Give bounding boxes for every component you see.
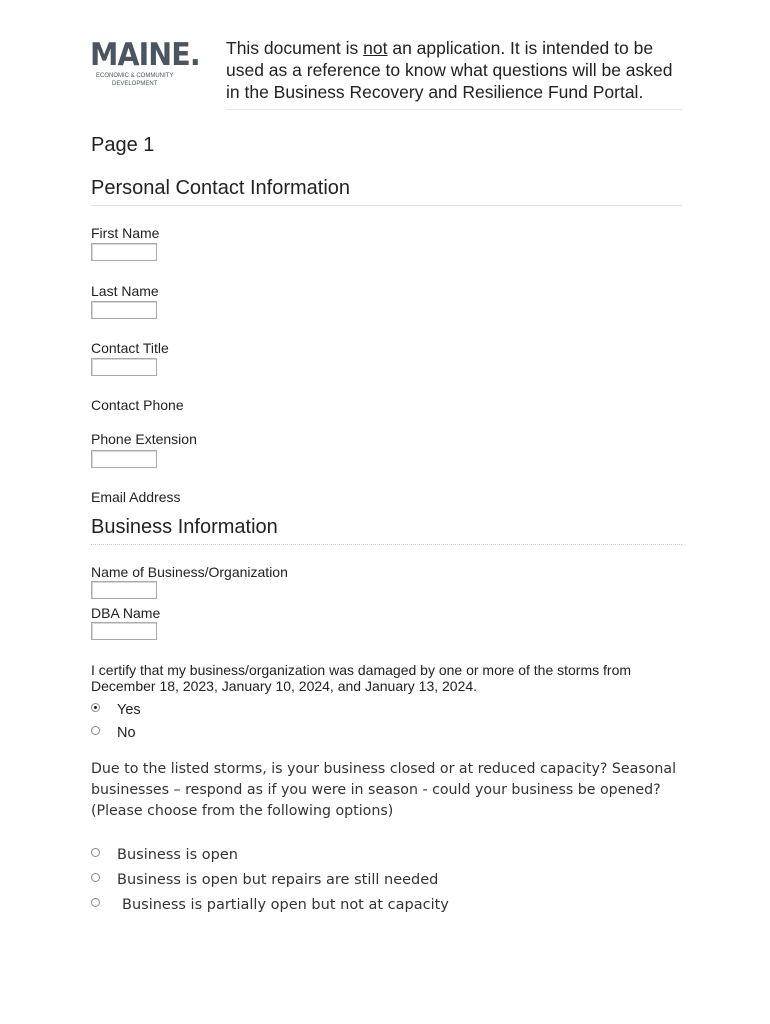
certify-option-yes-label: Yes (117, 702, 141, 718)
business-name-label: Name of Business/Organization (91, 564, 288, 580)
contact-phone-label: Contact Phone (91, 397, 184, 413)
logo-subtitle-line2: DEVELOPMENT (112, 81, 158, 87)
maine-decd-logo (90, 37, 200, 88)
business-info-heading: Business Information (91, 516, 278, 538)
phone-extension-label: Phone Extension (91, 431, 197, 447)
last-name-input[interactable] (91, 301, 157, 319)
notice-emphasis: not (363, 38, 388, 58)
personal-contact-heading: Personal Contact Information (91, 177, 351, 199)
radio-unchecked-icon[interactable] (91, 726, 100, 735)
first-name-input[interactable] (91, 243, 157, 261)
page-title: Page 1 (91, 134, 155, 156)
radio-unchecked-icon[interactable] (91, 898, 100, 907)
storm-certification-question: I certify that my business/organization was damaged by one or more of the storms from December 18, 2023, January 10, 2024, and January 13, 2024. (91, 662, 632, 694)
capacity-option-open-label: Business is open (117, 847, 238, 863)
logo-subtitle-line1: ECONOMIC & COMMUNITY (96, 73, 174, 79)
capacity-option-repairs-label: Business is open but repairs are still needed (117, 872, 439, 888)
logo-brand: MAINE. (90, 37, 200, 73)
notice-part1: This document is (226, 38, 364, 58)
certify-option-no-label: No (117, 725, 136, 741)
business-name-input[interactable] (91, 581, 157, 599)
personal-section-divider (91, 205, 682, 206)
email-address-label: Email Address (91, 489, 181, 505)
dba-name-input[interactable] (91, 622, 157, 640)
first-name-label: First Name (91, 225, 160, 241)
business-section-divider (91, 544, 682, 545)
last-name-label: Last Name (91, 283, 159, 299)
capacity-option-partial-label: Business is partially open but not at capacity (122, 897, 449, 913)
radio-unchecked-icon[interactable] (91, 848, 100, 857)
contact-title-input[interactable] (91, 358, 157, 376)
phone-extension-input[interactable] (91, 450, 157, 468)
contact-title-label: Contact Title (91, 340, 169, 356)
capacity-question: Due to the listed storms, is your business closed or at reduced capacity? Seasonal businesses – respond as if you were in season - could your business be opened? (Please choose from the following options) (91, 761, 677, 819)
notice-part2: an application. It is intended to be used as a reference to know what questions will be asked in the Business Recovery and Resilience Fund Portal. (226, 38, 673, 102)
reference-notice (226, 37, 682, 110)
dba-name-label: DBA Name (91, 605, 161, 621)
radio-unchecked-icon[interactable] (91, 873, 100, 882)
radio-checked-icon[interactable] (91, 703, 100, 712)
